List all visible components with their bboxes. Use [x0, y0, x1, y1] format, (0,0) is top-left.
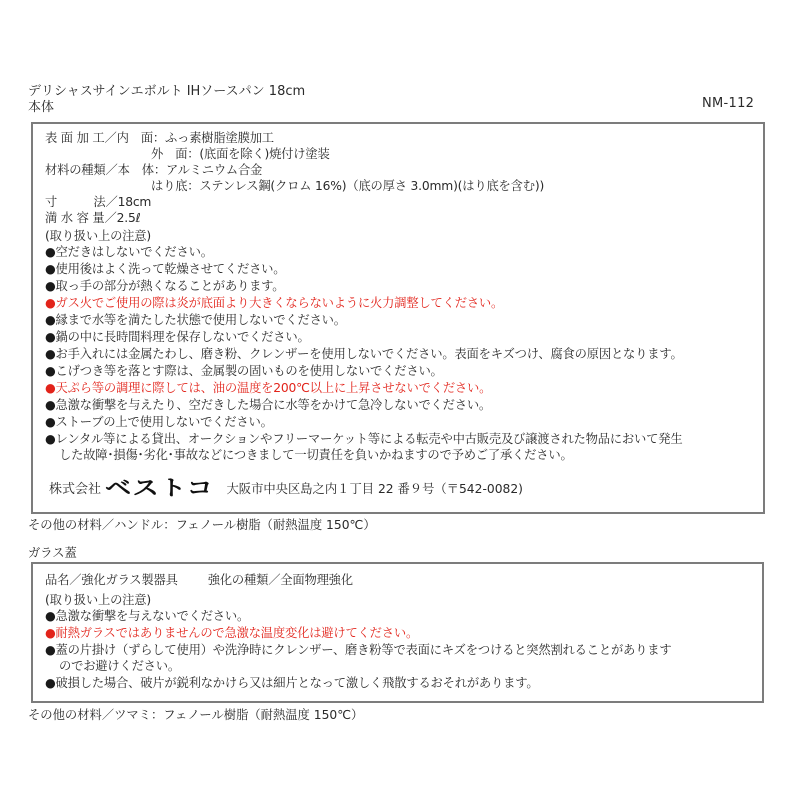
lid-spec-box: [31, 562, 764, 703]
company-info: [49, 478, 523, 500]
caution-text: 耐熱ガラスではありませんので急激な温度変化は避けてください。: [55, 626, 419, 640]
spec-row: [45, 194, 151, 210]
company-address: 大阪市中央区島之内１丁目 22 番９号（〒542-0082): [226, 482, 523, 496]
body-other-materials: その他の材料／ハンドル：フェノール樹脂（耐熱温度 150℃）: [28, 518, 376, 532]
caution-item-warning: [45, 380, 491, 396]
caution-text: お手入れには金属たわし、磨き粉、クレンザーを使用しないでください。表面をキズつけ、腐食の原因となります。: [55, 347, 683, 361]
caution-text: 鍋の中に長時間料理を保存しないでください。: [55, 330, 310, 344]
spec-row: [151, 146, 330, 162]
caution-text: こげつき等を落とす際は、金属製の固いものを使用しないでください。: [55, 364, 443, 378]
caution-item: [45, 397, 491, 413]
caution-item: [45, 261, 285, 277]
caution-item: [45, 608, 249, 624]
spec-label: 表 面 加 工／: [45, 131, 117, 145]
spec-sublabel: 内 面：: [116, 131, 166, 145]
caution-text: 急激な衝撃を与えないでください。: [55, 609, 250, 623]
bullet-icon: ●: [45, 609, 56, 623]
caution-text: ガス火でご使用の際は炎が底面より大きくならないように火力調整してください。: [55, 296, 504, 310]
spec-label: 満 水 容 量／: [45, 211, 117, 225]
caution-item-warning: [45, 295, 503, 311]
caution-item: [45, 329, 310, 345]
spec-value: ステンレス鋼(クロム 16%)（底の厚さ 3.0mm)(はり底を含む)): [199, 179, 545, 193]
caution-text: 急激な衝撃を与えたり、空だきした場合に水等をかけて急冷しないでください。: [55, 398, 492, 412]
caution-item-warning: [45, 625, 418, 641]
spec-value: アルミニウム合金: [165, 163, 263, 177]
caution-text: 蓋の片掛け（ずらして使用）や洗浄時にクレンザー、磨き粉等で表面にキズをつけると突然割れることがあります: [55, 643, 672, 657]
spec-value: 18cm: [117, 195, 152, 209]
caution-continuation: のでお避けください。: [59, 659, 180, 673]
company-prefix: 株式会社: [49, 482, 102, 497]
bullet-icon: ●: [45, 415, 56, 429]
caution-text: 空だきはしないでください。: [55, 245, 213, 259]
product-title: デリシャスサインエボルト IHソースパン 18cm: [28, 84, 306, 99]
caution-item: [45, 675, 538, 691]
model-number: NM-112: [702, 96, 755, 111]
caution-continuation: した故障･損傷･劣化･事故などにつきまして一切責任を負いかねますので予めご了承ください。: [59, 448, 573, 462]
lid-product-name: 品名／強化ガラス製器具: [45, 573, 178, 587]
spec-label: 寸 法／: [45, 195, 118, 209]
bullet-icon: ●: [45, 643, 56, 657]
section-label-lid: ガラス蓋: [28, 546, 77, 560]
caution-heading: (取り扱い上の注意): [45, 593, 151, 607]
bullet-icon: ●: [45, 296, 56, 310]
caution-text: ストーブの上で使用しないでください。: [55, 415, 273, 429]
bullet-icon: ●: [45, 381, 56, 395]
spec-sublabel: 外 面：: [151, 147, 200, 161]
spec-value: ふっ素樹脂塗膜加工: [165, 131, 274, 145]
section-label-body: 本体: [28, 100, 55, 115]
bullet-icon: ●: [45, 279, 56, 293]
caution-item: [45, 244, 213, 260]
lid-strengthening-type: 強化の種類／全面物理強化: [207, 573, 353, 587]
caution-item: [45, 363, 443, 379]
spec-value: (底面を除く)焼付け塗装: [199, 147, 330, 161]
bullet-icon: ●: [45, 364, 56, 378]
spec-label: 材料の種類／: [45, 163, 118, 177]
lid-other-materials: その他の材料／ツマミ：フェノール樹脂（耐熱温度 150℃）: [28, 708, 364, 722]
lid-product-info: [45, 572, 353, 588]
caution-text: 取っ手の部分が熱くなることがあります。: [55, 279, 285, 293]
spec-row: [151, 178, 544, 194]
bullet-icon: ●: [45, 676, 56, 690]
bullet-icon: ●: [45, 245, 56, 259]
company-logo: ベストコ: [105, 476, 215, 500]
caution-text: 縁まで水等を満たした状態で使用しないでください。: [55, 313, 346, 327]
caution-text: 破損した場合、破片が鋭利なかけら又は細片となって激しく飛散するおそれがあります。: [55, 676, 539, 690]
spec-row: [45, 162, 262, 178]
caution-item: [45, 312, 346, 328]
caution-text: レンタル等による貸出、オークションやフリーマーケット等による転売や中古販売及び譲渡された物品において発生: [55, 432, 683, 446]
spec-sublabel: 本 体：: [117, 163, 166, 177]
caution-text: 天ぷら等の調理に際しては、油の温度を200℃以上に上昇させないでください。: [55, 381, 492, 395]
bullet-icon: ●: [45, 347, 56, 361]
caution-item: [45, 642, 671, 658]
bullet-icon: ●: [45, 330, 56, 344]
spec-value: 2.5ℓ: [116, 211, 141, 225]
bullet-icon: ●: [45, 432, 56, 446]
caution-text: 使用後はよく洗って乾燥させてください。: [55, 262, 286, 276]
caution-item: [45, 278, 284, 294]
bullet-icon: ●: [45, 398, 56, 412]
body-spec-box: [31, 122, 765, 514]
spec-row: [45, 210, 140, 226]
caution-item: [45, 414, 273, 430]
spec-row: [45, 130, 274, 146]
caution-item: [45, 431, 682, 447]
spec-sublabel: はり底：: [151, 179, 200, 193]
bullet-icon: ●: [45, 626, 56, 640]
bullet-icon: ●: [45, 313, 56, 327]
caution-item: [45, 346, 683, 362]
bullet-icon: ●: [45, 262, 56, 276]
caution-heading: (取り扱い上の注意): [45, 229, 151, 243]
